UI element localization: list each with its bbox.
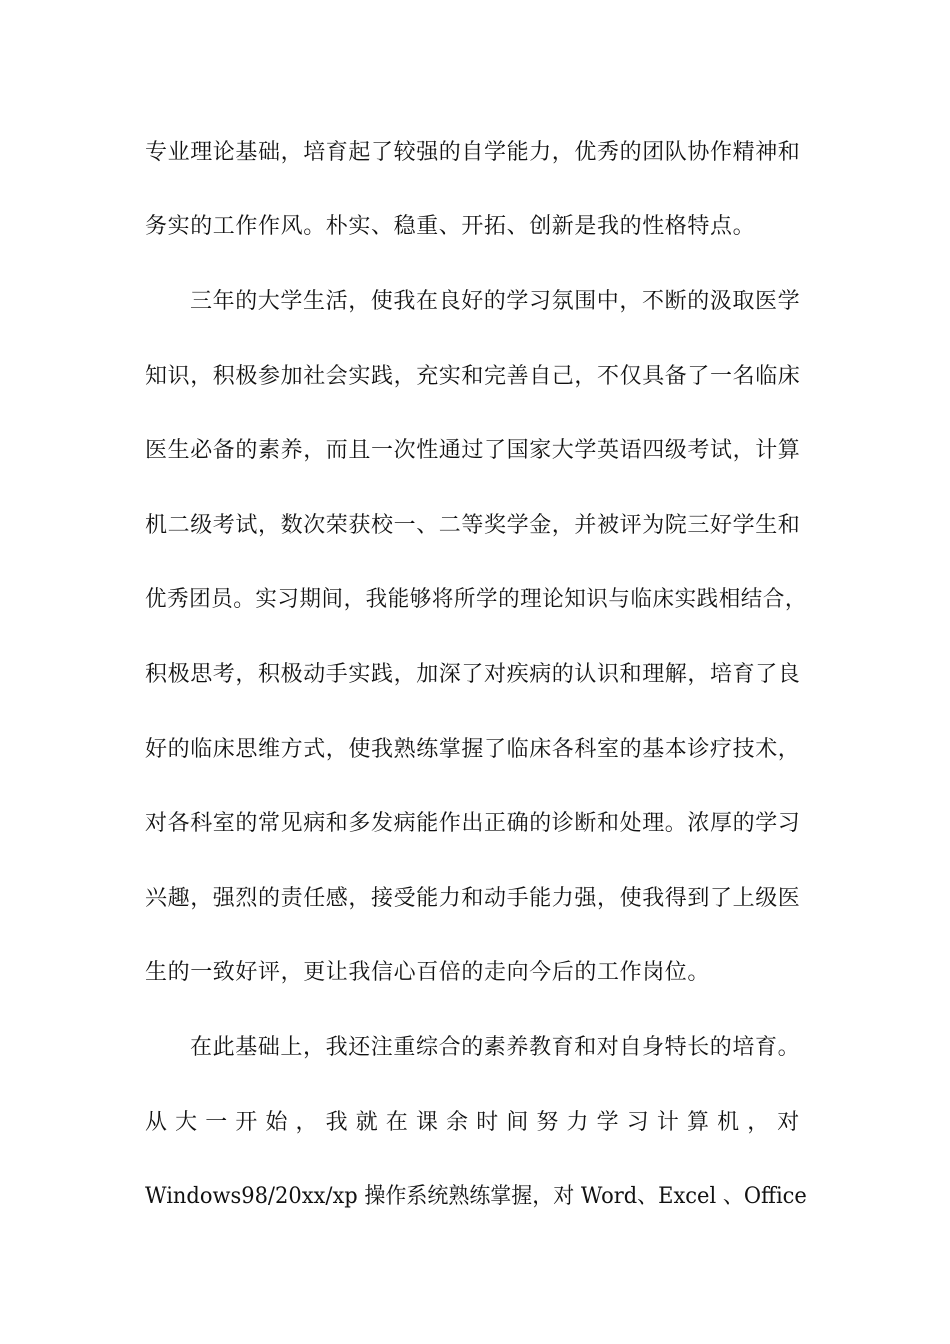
text-line: Windows98/20xx/xp 操作系统熟练掌握，对 Word、Excel 、Office (145, 1184, 807, 1209)
text-line: 务实的工作作风。朴实、稳重、开拓、创新是我的性格特点。 (145, 214, 756, 239)
text-line: 积极思考，积极动手实践，加深了对疾病的认识和理解，培育了良 (145, 662, 801, 687)
text-line: 医生必备的素养，而且一次性通过了国家大学英语四级考试，计算 (145, 438, 801, 463)
text-line: 生的一致好评，更让我信心百倍的走向今后的工作岗位。 (145, 960, 711, 985)
text-line: 兴趣，强烈的责任感，接受能力和动手能力强，使我得到了上级医 (145, 886, 801, 911)
text-line: 对各科室的常见病和多发病能作出正确的诊断和处理。浓厚的学习 (145, 811, 801, 836)
text-line: 知识，积极参加社会实践，充实和完善自己，不仅具备了一名临床 (145, 364, 801, 389)
text-line: 优秀团员。实习期间，我能够将所学的理论知识与临床实践相结合， (145, 587, 808, 612)
text-line: 机二级考试，数次荣获校一、二等奖学金，并被评为院三好学生和 (145, 513, 801, 538)
text-line: 从大一开始，我就在课余时间努力学习计算机，对 (145, 1110, 808, 1135)
paragraph-start-line: 三年的大学生活，使我在良好的学习氛围中，不断的汲取医学 (190, 289, 801, 314)
text-line: 专业理论基础，培育起了较强的自学能力，优秀的团队协作精神和 (145, 140, 801, 165)
paragraph-start-line: 在此基础上，我还注重综合的素养教育和对自身特长的培育。 (190, 1035, 801, 1060)
text-line: 好的临床思维方式，使我熟练掌握了临床各科室的基本诊疗技术， (145, 737, 801, 762)
